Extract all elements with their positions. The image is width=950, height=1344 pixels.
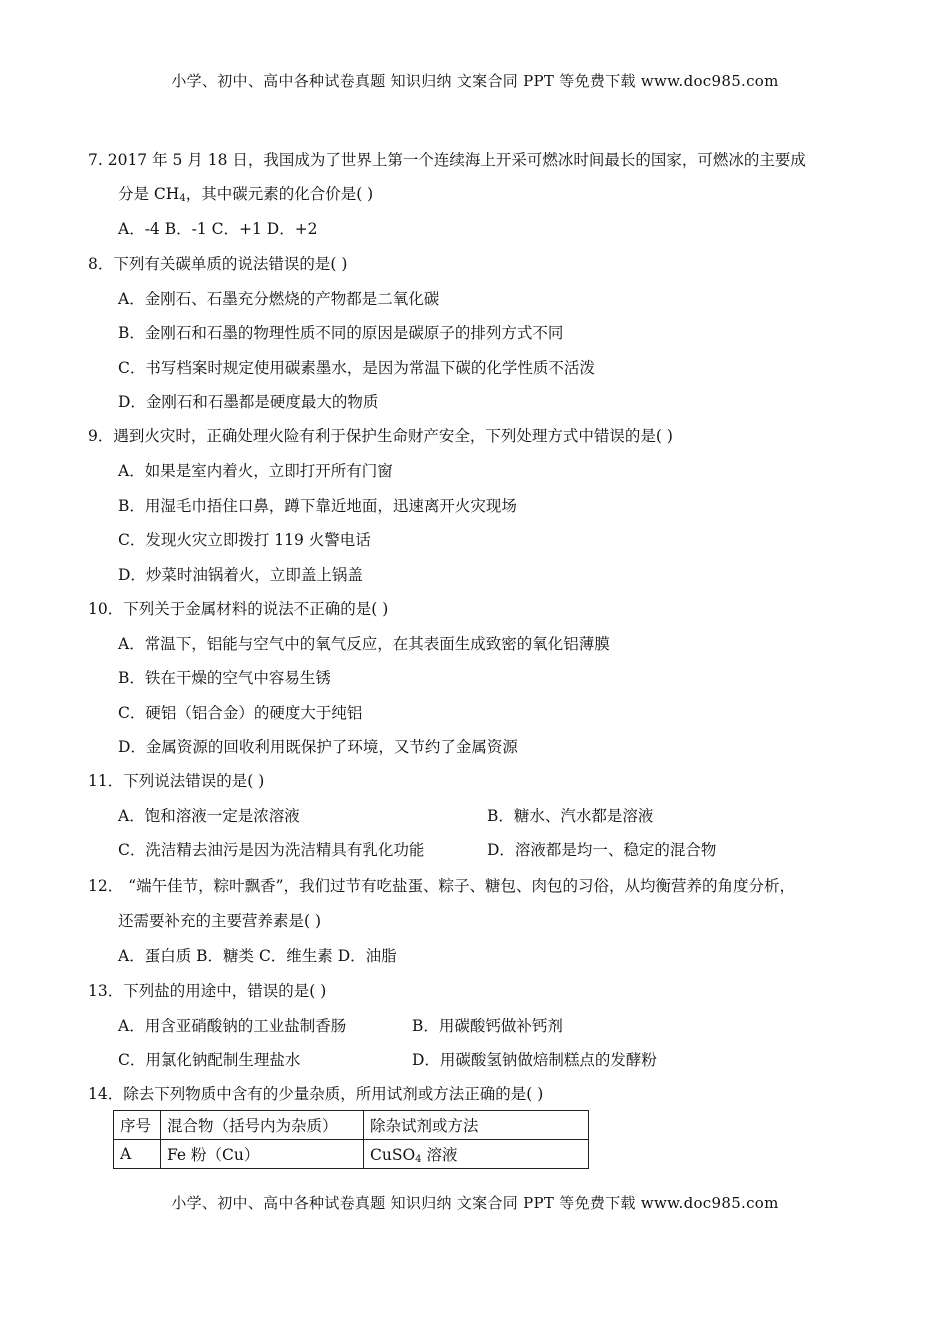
question-8-option-a: A．金刚石、石墨充分燃烧的产物都是二氧化碳	[118, 290, 440, 308]
question-10-stem: 10．下列关于金属材料的说法不正确的是( )	[88, 600, 389, 618]
question-10-option-d: D．金属资源的回收利用既保护了环境，又节约了金属资源	[118, 738, 518, 756]
table-header-row	[114, 1111, 589, 1140]
row-a-method-post: 溶液	[421, 1146, 458, 1164]
question-9-stem: 9．遇到火灾时，正确处理火险有利于保护生命财产安全，下列处理方式中错误的是( )	[88, 427, 673, 445]
impurity-removal-table	[113, 1110, 589, 1169]
question-11-option-c: C．洗洁精去油污是因为洗洁精具有乳化功能	[118, 841, 425, 859]
question-8-stem: 8．下列有关碳单质的说法错误的是( )	[88, 255, 348, 273]
header-method: 除杂试剂或方法	[364, 1111, 589, 1140]
question-7-line-2	[118, 182, 373, 204]
question-8-option-b: B．金刚石和石墨的物理性质不同的原因是碳原子的排列方式不同	[118, 324, 564, 342]
header-mixture: 混合物（括号内为杂质）	[161, 1111, 364, 1140]
row-a-method-subscript: 4	[415, 1154, 422, 1165]
question-13-option-b: B．用碳酸钙做补钙剂	[412, 1017, 563, 1035]
row-a-id: A	[114, 1140, 161, 1169]
question-12-line-1: 12． “端午佳节，粽叶飘香”，我们过节有吃盐蛋、粽子、糖包、肉包的习俗，从均衡营养的角度分析，	[88, 877, 796, 895]
page-header: 小学、初中、高中各种试卷真题 知识归纳 文案合同 PPT 等免费下载 www.doc985.com	[171, 72, 779, 90]
row-a-mixture: Fe 粉（Cu）	[161, 1140, 364, 1169]
question-7-options: A．-4 B．-1 C．+1 D．+2	[118, 220, 318, 238]
q7-text-post: ，其中碳元素的化合价是( )	[185, 185, 374, 203]
question-13-option-a: A．用含亚硝酸钠的工业盐制香肠	[118, 1017, 347, 1035]
question-10-option-c: C．硬铝（铝合金）的硬度大于纯铝	[118, 704, 363, 722]
page-footer: 小学、初中、高中各种试卷真题 知识归纳 文案合同 PPT 等免费下载 www.doc985.com	[171, 1194, 779, 1212]
question-8-option-c: C．书写档案时规定使用碳素墨水，是因为常温下碳的化学性质不活泼	[118, 359, 595, 377]
q7-text-pre: 分是 CH	[118, 185, 180, 203]
question-9-option-a: A．如果是室内着火，立即打开所有门窗	[118, 462, 393, 480]
question-13-option-d: D．用碳酸氢钠做焙制糕点的发酵粉	[412, 1051, 657, 1069]
question-7-line-1: 7. 2017 年 5 月 18 日，我国成为了世界上第一个连续海上开采可燃冰时间最长的国家，可燃冰的主要成	[88, 151, 806, 169]
question-14-stem: 14．除去下列物质中含有的少量杂质，所用试剂或方法正确的是( )	[88, 1085, 544, 1103]
question-13-stem: 13．下列盐的用途中，错误的是( )	[88, 982, 327, 1000]
question-9-option-b: B．用湿毛巾捂住口鼻，蹲下靠近地面，迅速离开火灾现场	[118, 497, 517, 515]
question-11-option-d: D．溶液都是均一、稳定的混合物	[487, 841, 717, 859]
question-9-option-d: D．炒菜时油锅着火，立即盖上锅盖	[118, 566, 363, 584]
header-id: 序号	[114, 1111, 161, 1140]
question-11-stem: 11．下列说法错误的是( )	[88, 772, 265, 790]
question-10-option-a: A．常温下，铝能与空气中的氧气反应，在其表面生成致密的氧化铝薄膜	[118, 635, 610, 653]
question-11-option-b: B．糖水、汽水都是溶液	[487, 807, 654, 825]
question-11-option-a: A．饱和溶液一定是浓溶液	[118, 807, 300, 825]
q7-subscript: 4	[179, 193, 186, 204]
row-a-method	[364, 1140, 589, 1169]
question-12-options: A．蛋白质 B．糖类 C．维生素 D．油脂	[118, 947, 397, 965]
question-13-option-c: C．用氯化钠配制生理盐水	[118, 1051, 301, 1069]
row-a-method-pre: CuSO	[370, 1146, 416, 1164]
question-10-option-b: B．铁在干燥的空气中容易生锈	[118, 669, 331, 687]
table-row	[114, 1140, 589, 1169]
question-8-option-d: D．金刚石和石墨都是硬度最大的物质	[118, 393, 379, 411]
question-9-option-c: C．发现火灾立即拨打 119 火警电话	[118, 531, 371, 549]
question-12-line-2: 还需要补充的主要营养素是( )	[118, 912, 322, 930]
